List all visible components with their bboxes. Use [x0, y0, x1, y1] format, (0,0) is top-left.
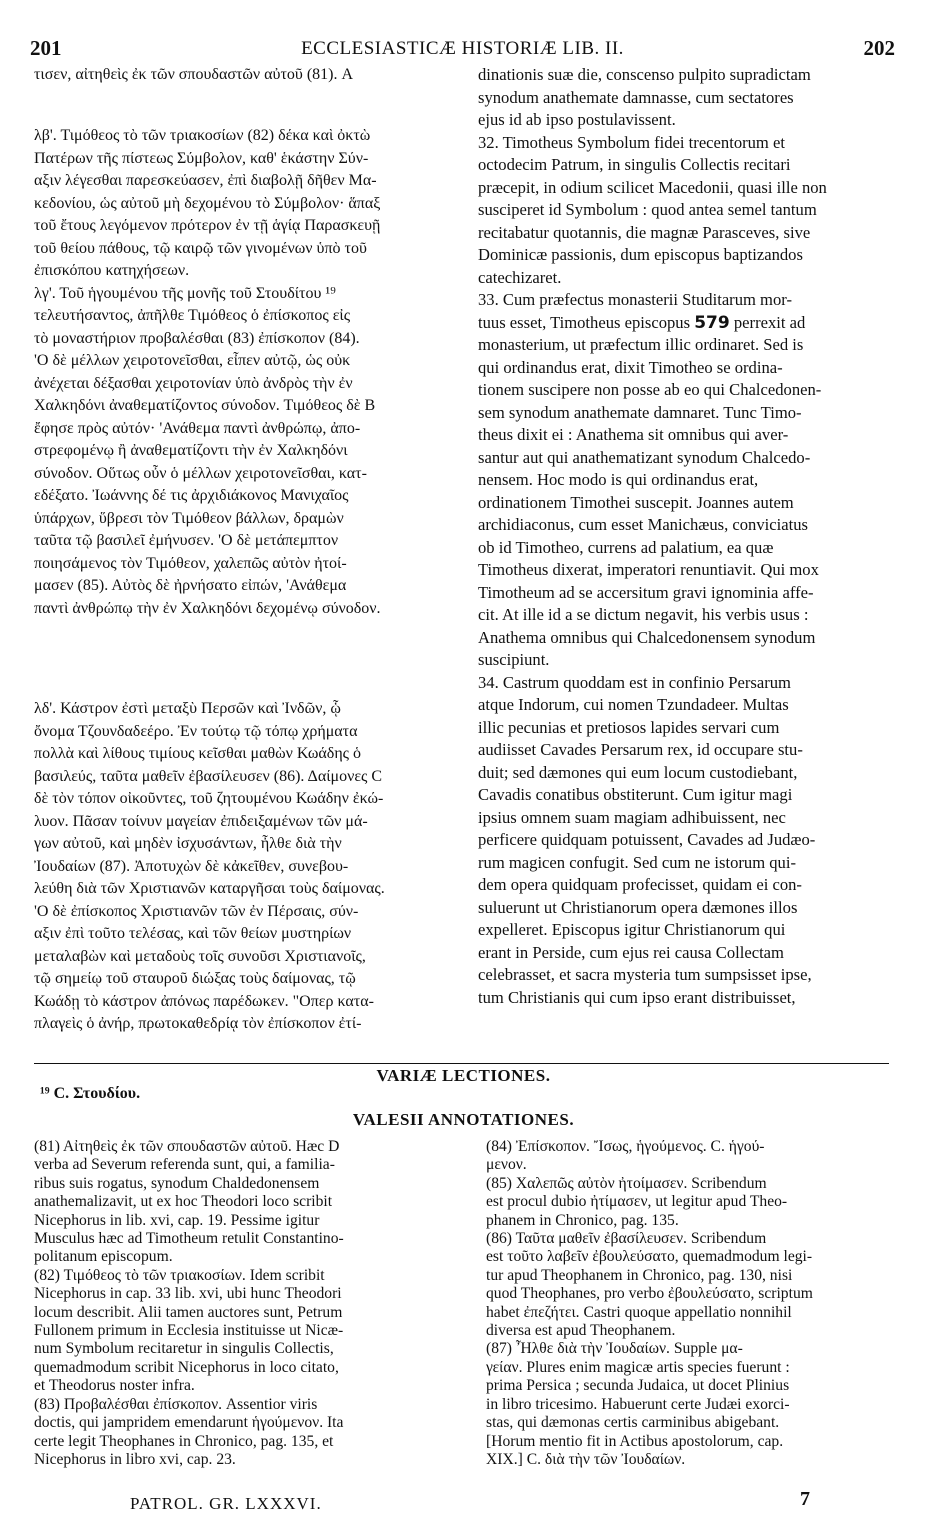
annotations-right-column — [486, 1138, 890, 1469]
annotation-line: est τοῦτο λαβεῖν ἐβουλεύσατο, quemadmodum legi- — [486, 1248, 813, 1266]
annotation-line: Nicephorus in cap. 33 lib. xvi, ubi hunc Theodori — [34, 1285, 342, 1303]
greek-line: παντὶ ἀνθρώπῳ τὴν ἐν Χαλκηδόνι δεχομένῳ σύνοδον. — [34, 599, 381, 617]
annotation-line: diversa est apud Theophanem. — [486, 1322, 676, 1340]
page-number-right: 202 — [863, 36, 895, 60]
annotation-line: (85) Χαλεπῶς αὐτὸν ἠτοίμασεν. Scribendum — [486, 1174, 767, 1192]
greek-line: κεδονίου, ὡς αὐτοῦ μὴ δεχομένου τὸ Σύμβολον· ἅπαξ — [34, 194, 381, 212]
annotation-line: doctis, qui jampridem emendarunt ἡγούμενον. Ita — [34, 1414, 344, 1432]
running-title: ECCLESIASTICÆ HISTORIÆ LIB. II. — [301, 38, 624, 59]
latin-line: Timotheum ad se accersitum gravi ignominia affe- — [478, 582, 814, 602]
latin-line: santur aut qui anathematizant synodum Chalcedo- — [478, 447, 811, 467]
annotation-line: verba ad Severum referenda sunt, qui, a familia- — [34, 1156, 335, 1174]
annotation-line: quemadmodum scribit Nicephorus in loco citato, — [34, 1358, 339, 1376]
annotation-line: Musculus hæc ad Timotheum retulit Constantino- — [34, 1230, 344, 1248]
greek-line: τελευτήσαντος, ἀπῆλθε Τιμόθεος ὁ ἐπίσκοπος εἰς — [34, 307, 351, 324]
greek-line: ποιησάμενος τὸν Τιμόθεον, χαλεπῶς αὐτὸν ἠτοί- — [34, 554, 347, 572]
latin-column-body — [478, 334, 890, 1009]
latin-line: catechizaret. — [478, 267, 562, 287]
annotation-line: habet ἐπεζήτει. Castri quoque appellatio nonnihil — [486, 1303, 792, 1321]
greek-line: δὲ τὸν τόπον οἰκοῦντες, τοῦ ζητουμένου Κωάδην ἐκώ- — [34, 790, 384, 807]
latin-line: Cavadis conatibus obstiterunt. Cum igitur magi — [478, 785, 793, 804]
latin-line: cit. At ille id a se dictum negavit, his verbis usus : — [478, 605, 809, 624]
latin-line: dinationis suæ die, conscenso pulpito supradictam — [478, 65, 811, 84]
greek-line: βασιλεύς, ταῦτα μαθεῖν ἐβασίλευσεν (86). Δαίμονες C — [34, 767, 383, 785]
greek-line: τῷ σημείῳ τοῦ σταυροῦ διώξας τοὺς δαίμονας, τῷ — [34, 970, 356, 987]
annotation-line: quod Theophanes, pro verbo ἐβουλεύσατο, scriptum — [486, 1285, 813, 1303]
latin-line: 32. Timotheus Symbolum fidei trecentorum et — [478, 132, 785, 152]
greek-line: λβ'. Τιμόθεος τὸ τῶν τριακοσίων (82) δέκα καὶ ὀκτὼ — [34, 127, 371, 144]
greek-column-body — [34, 125, 466, 620]
annotation-line: (81) Αἰτηθεὶς ἐκ τῶν σπουδαστῶν αὐτοῦ. Hæc D — [34, 1138, 340, 1155]
latin-line — [478, 312, 890, 335]
annotation-line: prima Persica ; secunda Judaica, ut docet Plinius — [486, 1377, 790, 1395]
greek-column-section-34 — [34, 698, 466, 1036]
page-number-left: 201 — [30, 36, 62, 60]
latin-column-section-33 — [478, 289, 890, 334]
annotation-line: (82) Τιμόθεος τὸ τῶν τριακοσίων. Idem scribit — [34, 1266, 325, 1284]
annotation-line: est procul dubio ἠτίμασεν, ut legitur apud Theo- — [486, 1193, 788, 1211]
annotation-line: (87) Ἦλθε διὰ τὴν Ἰουδαίων. Supple μα- — [486, 1340, 743, 1358]
greek-line: ἔφησε πρὸς αὐτόν· 'Ανάθεμα παντὶ ἀνθρώπῳ, ἀπο- — [34, 419, 361, 437]
annotation-line: μενον. — [486, 1156, 527, 1174]
column-number-badge: 579 — [694, 312, 730, 333]
greek-line: μασεν (85). Αὐτὸς δὲ ἠρνήσατο εἰπών, 'Ανάθεμα — [34, 577, 347, 594]
latin-line: qui ordinandus erat, dixit Timotheo se ordina- — [478, 357, 783, 377]
page-header — [30, 36, 895, 64]
greek-line: στρεφομένῳ ἢ ἀναθεματίζοντι τὴν ἐν Χαλκηδόνι — [34, 442, 348, 459]
annotation-line: (86) Ταῦτα μαθεῖν ἐβασίλευσεν. Scribendum — [486, 1230, 767, 1248]
latin-line: tionem suscipere non posse ab eo qui Chalcedonen- — [478, 380, 822, 399]
greek-line: τισεν, αἰτηθεὶς ἐκ τῶν σπουδαστῶν αὐτοῦ (81). A — [34, 66, 354, 83]
greek-line: λυον. Πᾶσαν τοίνυν μαγείαν ἐπιδειξαμένων τῶν μά- — [34, 812, 368, 830]
latin-line: illic pecunias et pretiosos lapides servari cum — [478, 717, 780, 737]
greek-line: τοῦ θείου πάθους, τῷ καιρῷ τῶν γινομένων ὑπὸ τοῦ — [34, 239, 367, 257]
annotation-line: (84) Ἐπίσκοπον. Ἴσως, ἡγούμενος. C. ἡγού- — [486, 1138, 765, 1155]
latin-line: octodecim Patrum, in singulis Collectis recitari — [478, 155, 791, 174]
latin-line: erant in Perside, cum ejus rei causa Collectam — [478, 942, 784, 962]
latin-line: expelleret. Episcopus igitur Christianorum qui — [478, 920, 786, 939]
latin-line: suluerunt ut Christianorum opera dæmones illos — [478, 897, 798, 917]
variae-note: ¹⁹ C. Στουδίου. — [40, 1085, 141, 1102]
latin-line: archidiaconus, cum esset Manichæus, conviciatus — [478, 515, 808, 534]
latin-line: audiisset Cavades Persarum rex, id occupare stu- — [478, 740, 803, 759]
annotation-line: XIX.] C. διὰ τὴν τῶν Ἰουδαίων. — [486, 1450, 686, 1468]
footer-sheet-number: 7 — [800, 1488, 810, 1510]
greek-column-top — [34, 64, 466, 87]
greek-line: μεταλαβὼν καὶ μεταδοὺς τοῖς συνοῦσι Χριστιανοῖς, — [34, 947, 366, 965]
greek-line: Πατέρων τῆς πίστεως Σύμβολον, καθ' ἑκάστην Σύν- — [34, 149, 369, 167]
latin-column-top — [478, 64, 890, 289]
annotation-line: locum describit. Alii tamen auctores sunt, Petrum — [34, 1303, 343, 1321]
greek-line: 'Ο δὲ ἐπίσκοπος Χριστιανῶν τῶν ἐν Πέρσαις, σύν- — [34, 902, 359, 920]
latin-line: monasterium, ut præfectum illic ordinaret. Sed is — [478, 335, 804, 354]
greek-line: σύνοδον. Οὕτως οὖν ὁ μέλλων χειροτονεῖσθαι, κατ- — [34, 464, 367, 482]
greek-line: ταῦτα τῷ βασιλεῖ ἐμήνυσεν. 'Ο δὲ μετάπεμπτον — [34, 532, 339, 549]
latin-line: dem opera quidquam profecisset, quidam ei con- — [478, 875, 802, 894]
latin-line: Timotheus dixerat, imperatori renuntiavit. Qui mox — [478, 560, 819, 579]
latin-line: Dominicæ passionis, dum episcopus baptizandos — [478, 245, 803, 264]
greek-line: 'Ο δὲ μέλλων χειροτονεῖσθαι, εἶπεν αὐτῷ, ὡς οὐκ — [34, 352, 351, 369]
annotation-line: Nicephorus in lib. xvi, cap. 19. Pessime igitur — [34, 1211, 320, 1229]
latin-line: duit; sed dæmones qui eum locum custodiebant, — [478, 762, 798, 782]
annotation-line: phanem in Chronico, pag. 135. — [486, 1211, 679, 1229]
greek-line: πολλὰ καὶ λίθους τιμίους κεῖσθαι μαθὼν Κωάδης ὁ — [34, 745, 362, 762]
annotation-line: num Symbolum recitaretur in singulis Collectis, — [34, 1340, 334, 1358]
greek-line: πλαγεὶς ὁ ἀνήρ, πρωτοκαθεδρίᾳ τὸν ἐπίσκοπον ἐτί- — [34, 1015, 362, 1032]
latin-line-part: tuus esset, Timotheus episcopus — [478, 312, 691, 332]
latin-line: celebrasset, et sacra mysteria tum sumpsisset ipse, — [478, 965, 812, 984]
annotation-line: certe legit Theophanes in Chronico, pag. 135, et — [34, 1432, 334, 1450]
greek-line: ὄνομα Τζουνδαδεέρο. Ἐν τούτῳ τῷ τόπῳ χρήματα — [34, 722, 358, 740]
variae-lectiones-title: VARIÆ LECTIONES. — [376, 1066, 551, 1085]
greek-line: ὑπάρχων, ὕβρεσι τὸν Τιμόθεον βάλλων, δραμὼν — [34, 509, 344, 527]
annotation-line: γείαν. Plures enim magicæ artis species fuerunt : — [486, 1358, 790, 1376]
latin-line: ejus id ab ipso postulavissent. — [478, 110, 676, 129]
greek-line: γων αὐτοῦ, καὶ μηδὲν ἰσχυσάντων, ἦλθε διὰ τὴν — [34, 835, 342, 852]
annotation-line: Fullonem primum in Ecclesia instituisse ut Nicæ- — [34, 1322, 344, 1340]
annotation-line: ribus suis rogatus, synodum Chaldedonensem — [34, 1174, 320, 1192]
latin-line: sem synodum anathemate damnaret. Tunc Timo- — [478, 402, 802, 422]
separator-rule — [34, 1063, 889, 1064]
annotation-line: tur apud Theophanem in Chronico, pag. 130, nisi — [486, 1266, 793, 1284]
annotation-line: stas, qui dæmonas certis carminibus abigebant. — [486, 1414, 780, 1432]
latin-line: suscipiunt. — [478, 650, 550, 669]
greek-line: λεύθη διὰ τῶν Χριστιανῶν καταργῆσαι τοὺς δαίμονας. — [34, 880, 385, 897]
latin-line: ob id Timotheo, currens ad palatium, ea quæ — [478, 537, 774, 557]
annotation-line: in libro tricesimo. Habuerunt certe Judæi exorci- — [486, 1395, 790, 1413]
latin-line: atque Indorum, cui nomen Tzundadeer. Multas — [478, 695, 789, 714]
latin-line: tum Christianis qui cum ipso erant distribuisset, — [478, 987, 796, 1007]
greek-line: ἐπισκόπου κατηχήσεων. — [34, 262, 190, 279]
greek-line: αξιν λέγεσθαι παρεσκεύασεν, ἐπὶ διαβολῇ δῆθεν Μα- — [34, 172, 377, 189]
annotations-left-column — [34, 1138, 454, 1469]
latin-line: ipsius omnem suam magiam adhibuissent, nec — [478, 807, 786, 827]
latin-line: ordinationem Timothei suscepit. Joannes autem — [478, 492, 794, 512]
greek-line: Ἰουδαίων (87). Ἀποτυχὼν δὲ κἀκεῖθεν, συνεβου- — [34, 857, 349, 875]
annotation-line: et Theodorus noster infra. — [34, 1377, 195, 1395]
annotation-line: [Horum mentio fit in Actibus apostolorum, cap. — [486, 1432, 784, 1450]
annotation-line: politanum episcopum. — [34, 1248, 173, 1266]
latin-line: 33. Cum præfectus monasterii Studitarum mor- — [478, 290, 792, 309]
greek-line: ἀνέχεται δέξασθαι χειροτονίαν ὑπὸ ἀνδρὸς τὴν ἐν — [34, 374, 353, 392]
latin-line: 34. Castrum quoddam est in confinio Persarum — [478, 672, 791, 692]
latin-line: susciperet id Symbolum : quod antea semel tantum — [478, 200, 817, 219]
latin-line: rum magicen confugit. Sed cum ne istorum qui- — [478, 852, 796, 872]
latin-line: nensem. Hoc modo is qui ordinandus erat, — [478, 470, 759, 489]
footer-signature: PATROL. GR. LXXXVI. — [130, 1494, 322, 1513]
greek-line: τὸ μοναστήριον προβαλέσθαι (83) ἐπίσκοπον (84). — [34, 329, 360, 347]
greek-line: λγ'. Τοῦ ἡγουμένου τῆς μονῆς τοῦ Στουδίτου ¹⁹ — [34, 284, 336, 302]
greek-line: Κωάδῃ τὸ κάστρον ἀπόνως παρέδωκεν. "Οπερ κατα- — [34, 992, 374, 1010]
latin-line: theus dixit ei : Anathema sit omnibus qui aver- — [478, 425, 789, 444]
greek-line: Χαλκηδόνι ἀναθεματίζοντος σύνοδον. Τιμόθεος δὲ B — [34, 397, 376, 414]
annotation-line: Nicephorus in libro xvi, cap. 23. — [34, 1450, 236, 1468]
annotations-title: VALESII ANNOTATIONES. — [352, 1110, 575, 1129]
annotation-line: (83) Προβαλέσθαι ἐπίσκοπον. Assentior viris — [34, 1395, 318, 1413]
greek-line: αξιν ἐπὶ τοῦτο τελέσας, καὶ τῶν θείων μυστηρίων — [34, 925, 352, 942]
greek-line: τοῦ ἔτους λεγόμενον πρότερον ἐν τῇ ἁγίᾳ Παρασκευῇ — [34, 217, 381, 234]
latin-line: synodum anathemate damnasse, cum sectatores — [478, 87, 794, 107]
greek-line: λδ'. Κάστρον ἐστὶ μεταξὺ Περσῶν καὶ Ἰνδῶν, ᾧ — [34, 700, 341, 717]
latin-line-part: perrexit ad — [733, 312, 806, 332]
latin-line: Anathema omnibus qui Chalcedonensem synodum — [478, 627, 816, 647]
latin-line: recitabatur quotannis, die magnæ Parasceves, sive — [478, 222, 811, 242]
latin-line: præcepit, in odium scilicet Macedonii, quasi ille non — [478, 177, 827, 197]
annotation-line: anathemalizavit, ut ex hoc Theodori loco scribit — [34, 1193, 333, 1211]
latin-line: perficere quidquam potuissent, Cavades ad Judæo- — [478, 830, 816, 849]
greek-line: εδέξατο. Ἰωάννης δέ τις ἀρχιδιάκονος Μανιχαῖος — [34, 487, 349, 504]
